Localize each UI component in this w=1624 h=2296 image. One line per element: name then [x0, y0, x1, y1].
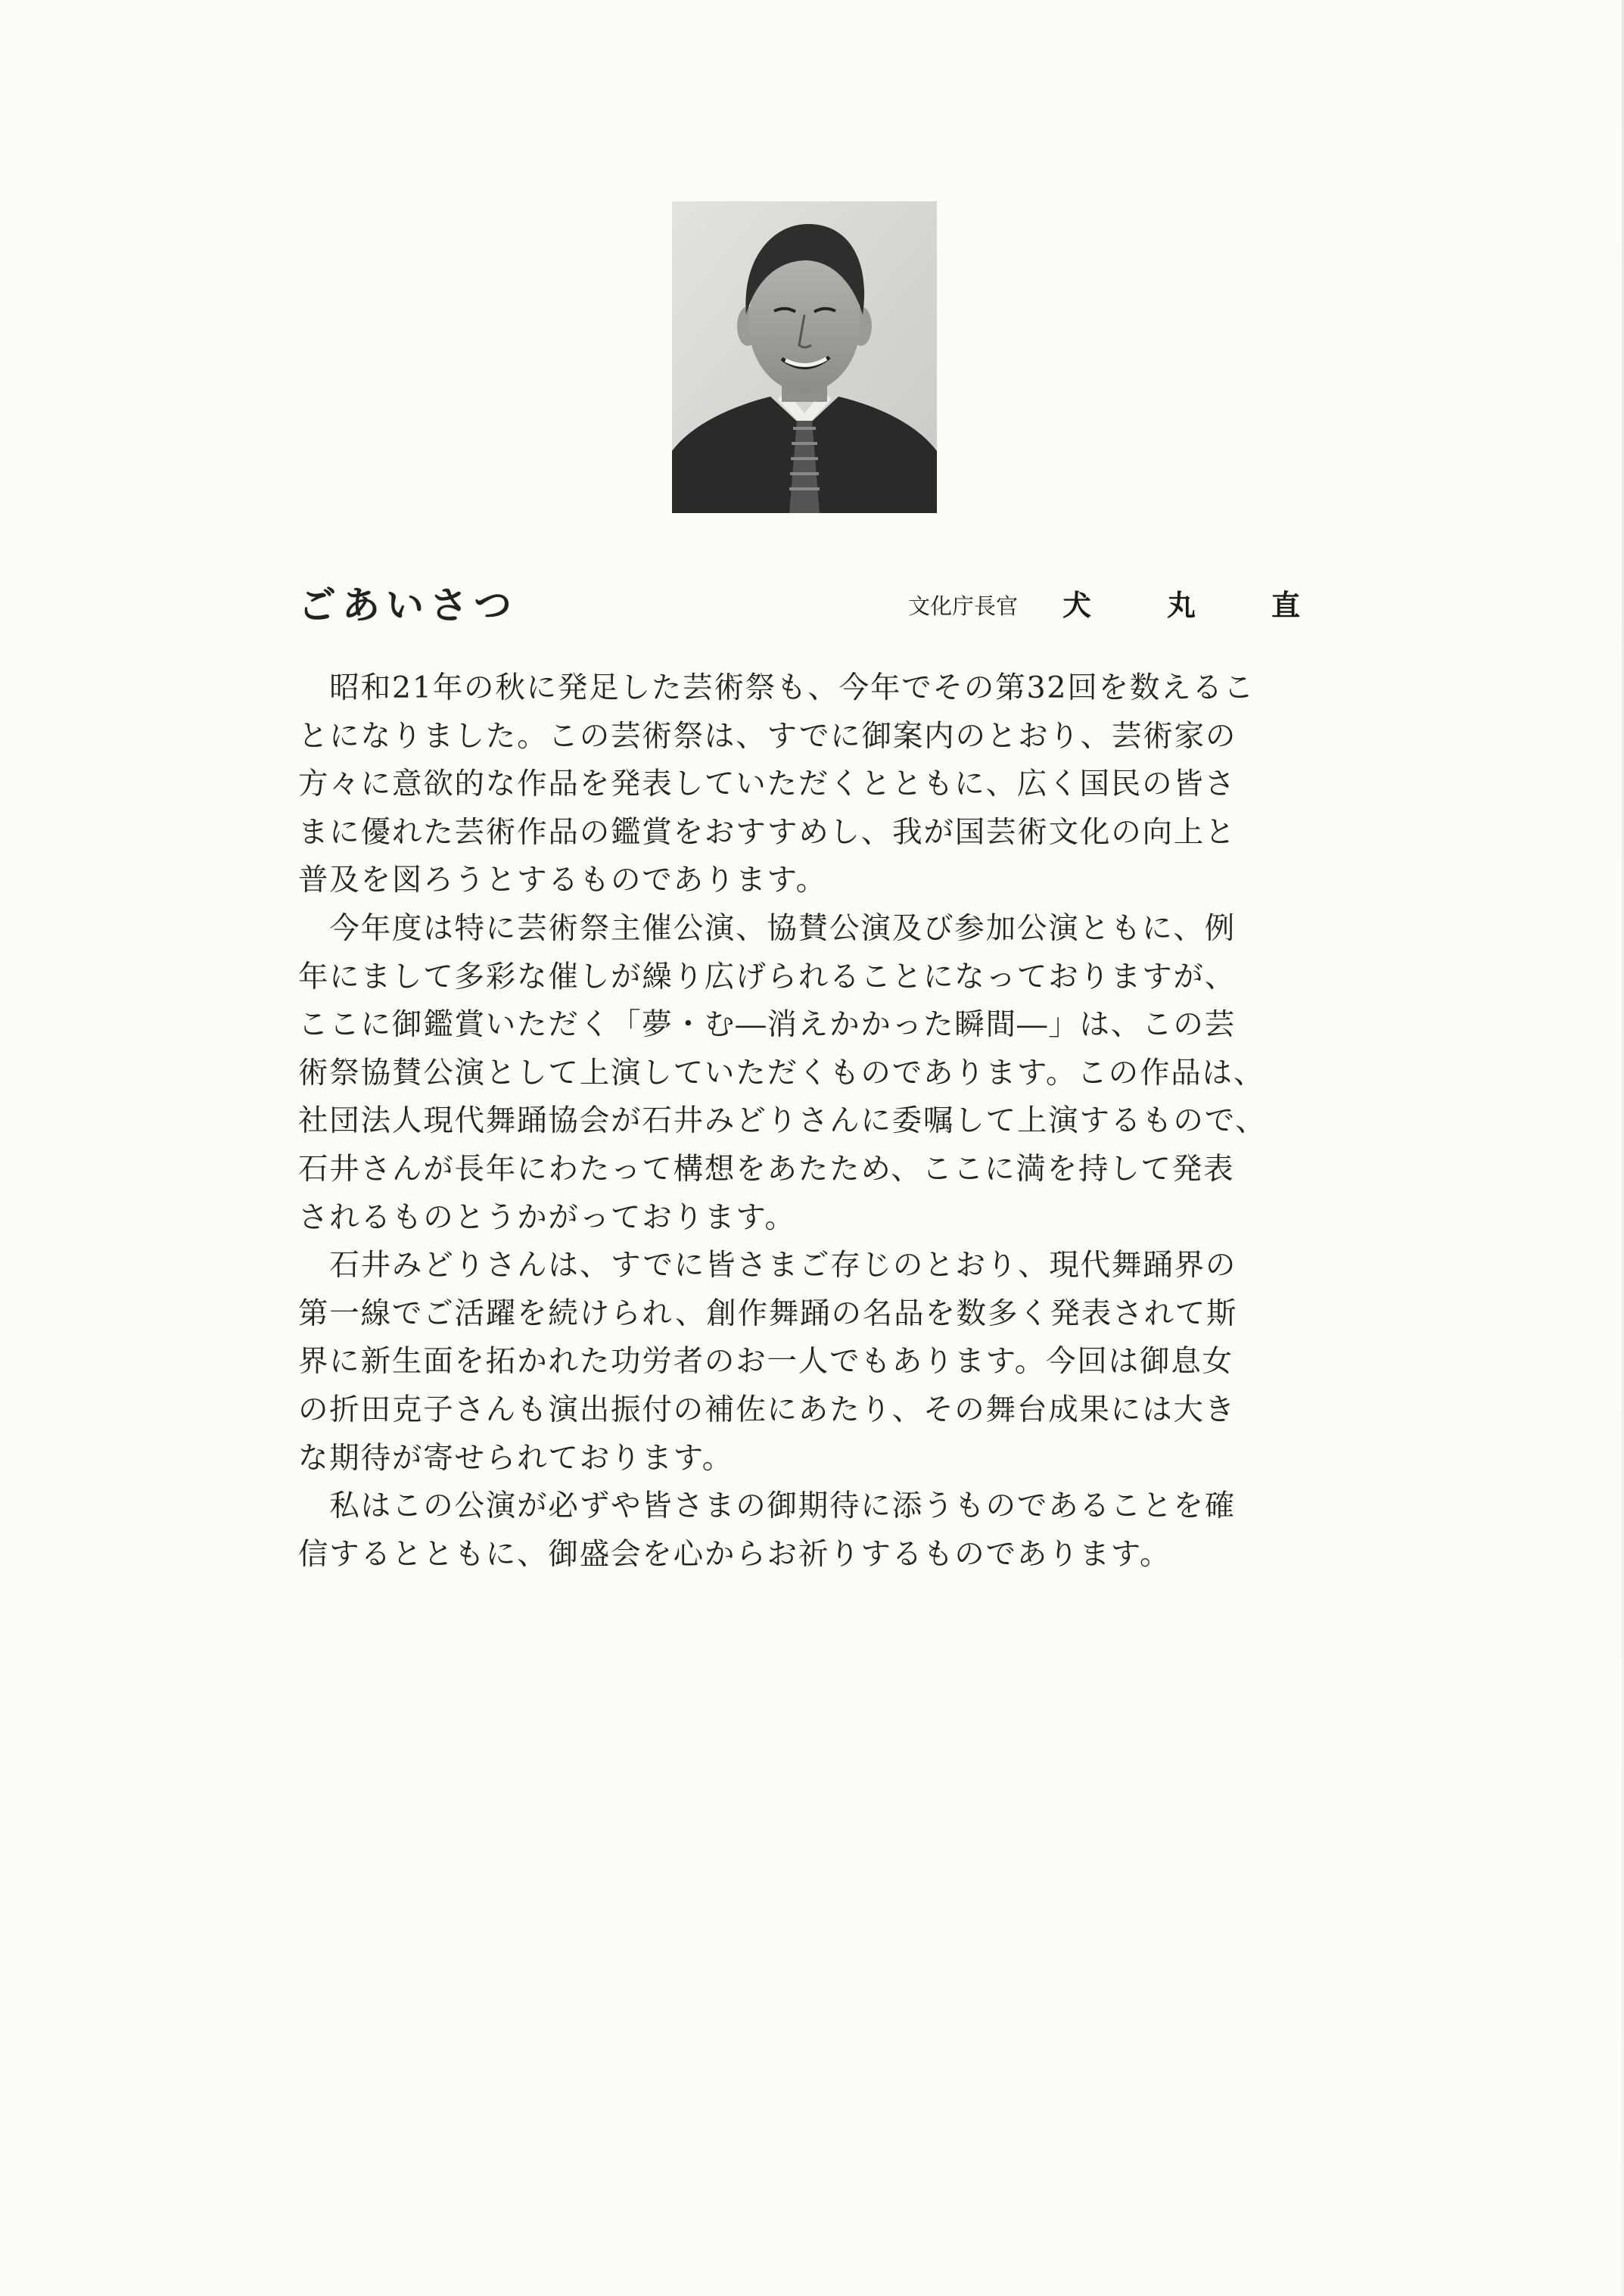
text-line: 方々に意欲的な作品を発表していただくとともに、広く国民の皆さ [298, 767, 1236, 802]
text-line: 年にまして多彩な催しが繰り広げられることになっておりますが、 [298, 959, 1236, 994]
text-line: 社団法人現代舞踊協会が石井みどりさんに委嘱して上演するもので、 [298, 1103, 1267, 1139]
text-line: 石井さんが長年にわたって構想をあたため、ここに満を持して発表 [298, 1151, 1235, 1187]
text-line: 第一線でご活躍を続けられ、創作舞踊の名品を数多く発表されて斯 [298, 1296, 1238, 1331]
text-line: 信するとともに、御盛会を心からお祈りするものであります。 [298, 1536, 1171, 1572]
body-text [298, 664, 1305, 1579]
author-title: 文化庁長官 [908, 593, 1019, 619]
text-line: まに優れた芸術作品の鑑賞をおすすめし、我が国芸術文化の向上と [298, 814, 1237, 850]
author-name [1062, 575, 1300, 636]
text-line: 普及を図ろうとするものであります。 [298, 863, 827, 898]
text-line: 石井みどりさんは、すでに皆さまご存じのとおり、現代舞踊界の [298, 1248, 1237, 1283]
text-line: されるものとうかがっております。 [298, 1199, 796, 1235]
portrait-photo [672, 201, 937, 513]
text-line: 昭和21年の秋に発足した芸術祭も、今年でその第32回を数えるこ [298, 670, 1255, 705]
author-name-part: 丸 [1166, 589, 1196, 622]
text-line: の折田克子さんも演出振付の補佐にあたり、その舞台成果には大き [298, 1392, 1236, 1427]
author-name-part: 犬 [1062, 589, 1092, 622]
text-line: な期待が寄せられております。 [298, 1440, 734, 1476]
text-line: 術祭協賛公演として上演していただくものであります。この作品は、 [298, 1055, 1265, 1090]
text-line: ここに御鑑賞いただく「夢・む―消えかかった瞬間―」は、この芸 [298, 1007, 1236, 1043]
text-line: 今年度は特に芸術祭主催公演、協賛公演及び参加公演ともに、例 [298, 910, 1236, 946]
page-title: ごあいさつ [298, 583, 518, 627]
text-line: 私はこの公演が必ずや皆さまの御期待に添うものであることを確 [298, 1489, 1236, 1524]
text-line: とになりました。この芸術祭は、すでに御案内のとおり、芸術家の [298, 718, 1237, 754]
text-line: 界に新生面を拓かれた功労者のお一人でもあります。今回は御息女 [298, 1344, 1234, 1380]
author-name-part: 直 [1271, 589, 1300, 622]
header [298, 575, 1300, 636]
